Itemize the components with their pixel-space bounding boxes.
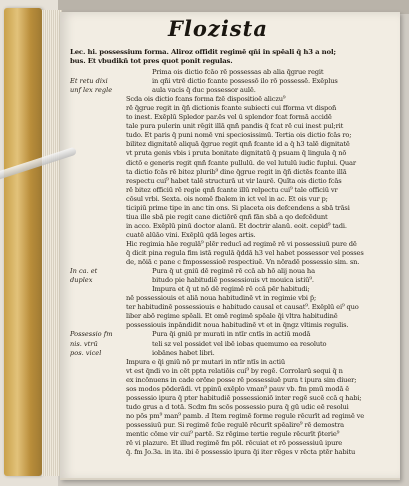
text-line: Impura e q̄i gniū nō pr mutari in ntīr ntīs in actiū <box>126 357 286 366</box>
text-line: rē q̄grue regit in q̄ñ dictionis fcante subiecti cui fforma vt dispoñ <box>126 104 337 113</box>
page-bottom-edge <box>60 478 400 480</box>
text-line: tudo grus a d totā. Scdm fm scōs possessio pura q̄ gū udic eē resolui <box>126 402 349 411</box>
text-line: possessiouis inpāndidit noua habitudinē vt et in q̄ngz vltimis regulis. <box>126 321 349 330</box>
text-line: vt est q̄ndi vo in cēt ppta relatiōis cui⁹ by regē. Corrolarū sequi q̄ n <box>126 366 343 375</box>
text-line: dictō e generis regit qnñ fcante pullulū. de vel lutulū iudic fuplui. Quar <box>126 158 356 167</box>
text-line: no pōs pm⁹ man⁹ pamb. Ⅎ Item regimē forme regule rēcurīt ad regimē ve <box>126 411 365 420</box>
text-line: sos modos pōderādi. vt ppinū exēplo vman⁹ pauv vb. fm pmū modā ē <box>126 384 350 393</box>
text-line: cōsul vrbi. Sexta. ois nomē fbalem in ict vel in ac. Et ois vur p; <box>126 194 328 203</box>
text-line: bitudo pie habitudiē possessiouis vt mouica istiū⁹. <box>152 276 314 285</box>
text-line: possessiuū pur. Si regimē fcūe regulē rēcurīt spēalire⁹ rē demostra <box>126 420 344 429</box>
running-head: Flozista <box>168 16 268 41</box>
text-line: tudo. Et paris q̄ puni nomē vni speciosissimū. Tertia ois dictio fcās ro; <box>126 131 352 140</box>
text-line: rē vi plazure. Et illud regimē fm pōl. rēcuiat et rō possessiuū ipure <box>126 439 343 448</box>
text-line: Pura q̄i gniū pr murati in ntīr cntīs in actiū modā <box>152 330 311 339</box>
margin-note: unf lex regle <box>70 86 113 95</box>
margin-note: Et retu dixi <box>70 77 108 86</box>
header-line: bus. Et vbudikñ tot pres quot ponit regulas. <box>70 57 233 66</box>
text-line: nē possessiouis et aliā noua habitudinē vt in regimie vbi p̄; <box>126 294 317 303</box>
book-page <box>60 12 400 480</box>
header-line: Lec. hi. possessium forma. Aliroz offidit regimē qñi in spēali q̄ h3 a nol; <box>70 48 336 56</box>
margin-note: nis. vtrū <box>70 339 98 348</box>
text-line: teli sz vel possidet vel ibē iobas quemumo ea resoluto <box>152 339 327 348</box>
text-line: possessio ipura q̄ pter habitudiē possessioniō inter regē sucē ccā q habi; <box>126 393 362 402</box>
text-line: ticipiū prime tipe in anc tin ons. Si placeta ois defcendens a sbā trāsi <box>126 203 350 212</box>
text-line: Scda ois dictio fcans forma fzē dispositioē aliczu⁹ <box>126 95 286 104</box>
text-line: to inest. Exēplū Spledor par.ēs vel ū splendor fcat formā accidē <box>126 113 332 122</box>
text-line: de, nōiā c pane c fmpossessioē respectiuē. Vn nōradē possessio sim. sn. <box>126 258 360 267</box>
margin-note: pos. vicel <box>70 348 102 357</box>
text-line: liber abō regime spēali. Et omē regimē spēale q̄i vltra habitudinē <box>126 312 338 321</box>
text-line: vt pruta genis vbis i pruta bonitate dignitatū q̄ psuam q̄ lingula q̄ nō <box>126 149 347 158</box>
text-line: cuatē alūāo vini. Exēplū qdā leges artis. <box>126 230 256 239</box>
text-line: q̄. fm Jo.3a. in ita. ibi ē possessio ipura q̄i iter rēges v rēcta ptēr habitu <box>126 448 356 457</box>
text-line: ta dictio fcās rē bitez plurib⁹ dine q̄grue regit in q̄ñ dictēs fcante illā <box>126 167 347 176</box>
text-line: mentic cōme vir cui⁹ partē. Sz rēgime tertie regule rēcurīt p̄terie⁹ <box>126 430 340 438</box>
text-line: respectu cui⁹ habet talē structurā ut vir laurē. Quīta ois dictio fcās <box>126 176 342 185</box>
margin-note: duplex <box>70 276 93 285</box>
text-line: tiua ille sbā pie regit cane dictiōrē qnñ fān sbā a qo defcēdunt <box>126 212 328 221</box>
text-line: Pura q̄ ut gniū dē regimē rē ccā ab hō alij noua ha <box>152 267 315 276</box>
gilt-page-edge <box>4 8 42 476</box>
text-line: Impura et q̄ ut nō dē regimē rē ccā pēr habitudi; <box>152 285 310 294</box>
margin-note: Possessio fm <box>70 330 113 339</box>
text-line: Prima ois dictio fcāo rē possessas ab alia q̄grue regit <box>152 68 324 76</box>
text-line: rē bitez officiū rē regie qnñ fcante illū relpectu cui⁹ tale officiū vr <box>126 185 338 194</box>
text-line: aula vacis q̄ duc possessor aulē. <box>152 86 256 95</box>
text-line: in acco. Exēplū pinū doctor alanū. Et doctrir alanū. eoit. cepid⁹ tadi. <box>126 221 347 230</box>
margin-note: In ca. et <box>70 267 98 276</box>
text-line: iobānes habet libri. <box>152 348 215 357</box>
text-line: q̄ dicit̄ pina regula fim istā regulā q̄ddā h3 vel habet possessor vel posses <box>126 249 364 257</box>
text-line: ter habitudinē possessiouis e habitudo causal et causat⁹. Exēplū ei⁹ quo <box>126 303 359 312</box>
text-line: bilitez dignitatē aliquā q̄grue regit qnñ fcante id a q̄ h3 talē dignitatē <box>126 140 350 149</box>
page-stack-edge <box>42 10 62 476</box>
text-line: in qñi vtrē dictio fcante possessō ilo rō possessē. Exēplus <box>152 77 338 86</box>
text-line: tale pura pulerin unit rēgit illā qnñ pandis q̄ fcat rē cui inest pul;rit <box>126 122 344 131</box>
text-line: ex incōnuens in cade orōne posse rē possessiuē pura t ipura sim diuer; <box>126 375 357 384</box>
text-line: Hic regimia hāe regulā⁹ plēr reducī ad regimē rē vi possessiuū pure dē <box>126 239 357 248</box>
